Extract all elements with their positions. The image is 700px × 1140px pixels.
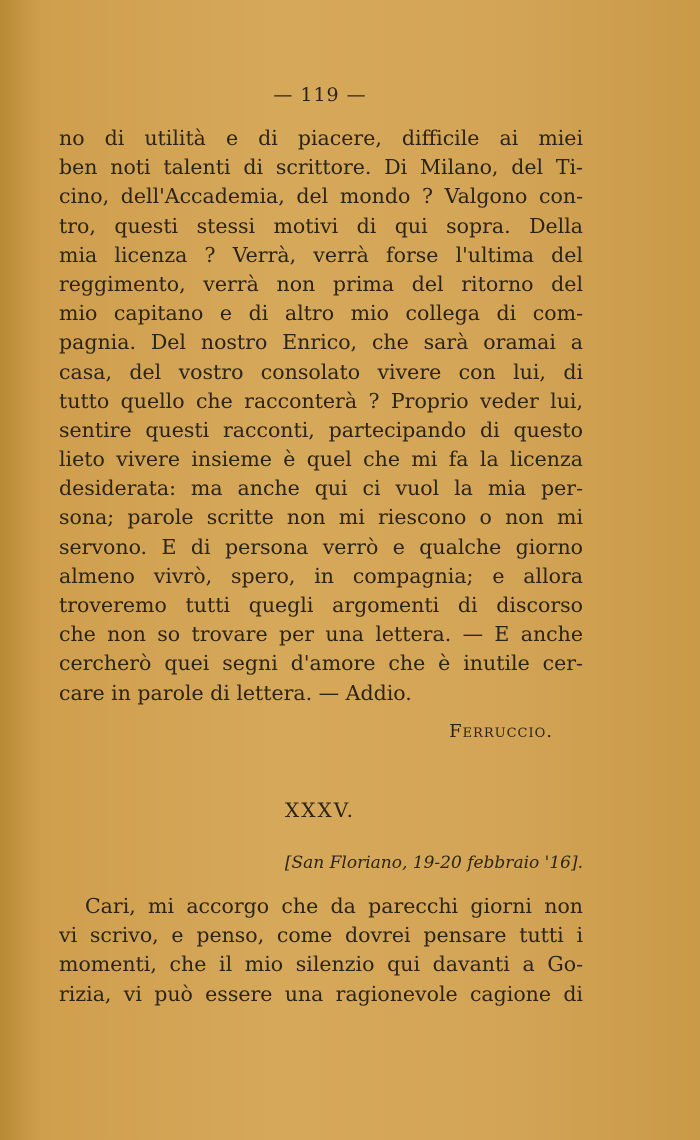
text-line: care in parole di lettera. — Addio. [59, 680, 412, 705]
text-line: cino, dell'Accademia, del mondo ? Valgono con- [59, 184, 583, 209]
text-line: reggimento, verrà non prima del ritorno del [59, 271, 583, 296]
text-line: Cari, mi accorgo che da parecchi giorni non [85, 894, 583, 918]
text-line: almeno vivrò, spero, in compagnia; e allora [59, 563, 583, 588]
page-number: — 119 — [273, 84, 367, 106]
text-line: mio capitano e di altro mio collega di com- [59, 301, 583, 326]
text-line: che non so trovare per una lettera. — E anche [59, 622, 583, 647]
new-letter-paragraph [59, 892, 583, 1009]
text-line: desiderata: ma anche qui ci vuol la mia per- [59, 476, 583, 501]
text-line: no di utilità e di piacere, difficile ai miei [59, 126, 583, 150]
text-line: tro, questi stessi motivi di qui sopra. Della [59, 213, 583, 238]
text-line: sentire questi racconti, partecipando di questo [59, 417, 583, 442]
text-line: ben noti talenti di scrittore. Di Milano, del Ti- [59, 155, 583, 180]
text-line: servono. E di persona verrò e qualche giorno [59, 534, 583, 559]
text-line: mia licenza ? Verrà, verrà forse l'ultima del [59, 242, 583, 267]
dateline: [San Floriano, 19-20 febbraio '16]. [284, 853, 583, 873]
text-line: tutto quello che racconterà ? Proprio veder lui, [59, 388, 583, 413]
text-line: momenti, che il mio silenzio qui davanti a Go- [59, 952, 583, 977]
text-line: troveremo tutti quegli argomenti di discorso [59, 593, 583, 617]
signature: Ferruccio. [449, 721, 553, 742]
chapter-heading: XXXV. [284, 798, 356, 822]
letter-body-paragraph [59, 124, 583, 708]
text-line: casa, del vostro consolato vivere con lui, di [59, 359, 583, 384]
text-line: cercherò quei segni d'amore che è inutile cer- [59, 651, 583, 676]
text-line: vi scrivo, e penso, come dovrei pensare tutti i [59, 923, 583, 948]
text-line: pagnia. Del nostro Enrico, che sarà oramai a [59, 330, 583, 355]
text-line: lieto vivere insieme è quel che mi fa la licenza [59, 447, 583, 472]
text-line: rizia, vi può essere una ragionevole cagione di [59, 981, 583, 1006]
text-line: sona; parole scritte non mi riescono o non mi [59, 505, 583, 530]
